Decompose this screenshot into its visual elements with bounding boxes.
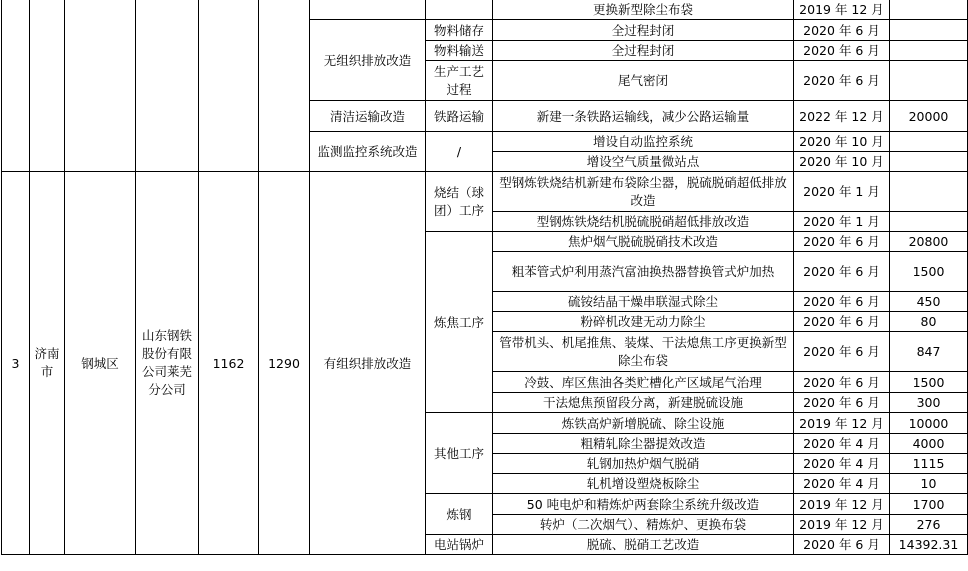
process-cell: / (426, 132, 493, 172)
category-cell (310, 0, 426, 20)
date-cell: 2019 年 12 月 (794, 515, 890, 535)
investment-cell: 847 (890, 332, 968, 372)
process-cell: 烧结（球团）工序 (426, 172, 493, 232)
category-cell: 有组织排放改造 (310, 172, 426, 555)
investment-cell: 4000 (890, 434, 968, 454)
process-cell: 铁路运输 (426, 101, 493, 132)
investment-cell: 14392.31 (890, 535, 968, 555)
table-row (2, 0, 968, 20)
process-cell: 电站锅炉 (426, 535, 493, 555)
date-cell: 2020 年 10 月 (794, 132, 890, 152)
investment-cell: 1500 (890, 372, 968, 393)
measure-cell: 脱硫、脱硝工艺改造 (493, 535, 794, 555)
date-cell: 2020 年 6 月 (794, 332, 890, 372)
measure-cell: 新建一条铁路运输线，减少公路运输量 (493, 101, 794, 132)
table-row (2, 172, 968, 212)
date-cell: 2020 年 1 月 (794, 212, 890, 232)
process-cell: 物料输送 (426, 41, 493, 61)
measure-cell: 冷鼓、库区焦油各类贮槽化产区域尾气治理 (493, 372, 794, 393)
measure-cell: 更换新型除尘布袋 (493, 0, 794, 20)
investment-cell: 20000 (890, 101, 968, 132)
date-cell: 2019 年 12 月 (794, 0, 890, 20)
investment-cell: 1700 (890, 494, 968, 515)
company-cell (136, 0, 199, 172)
measure-cell: 增设空气质量微站点 (493, 152, 794, 172)
investment-cell (890, 0, 968, 20)
seq-cell: 3 (2, 172, 30, 555)
investment-cell: 80 (890, 312, 968, 332)
district-cell: 钢城区 (65, 172, 136, 555)
value2-cell (259, 0, 310, 172)
measure-cell: 转炉（二次烟气）、精炼炉、更换布袋 (493, 515, 794, 535)
measure-cell: 粗苯管式炉利用蒸汽富油换热器替换管式炉加热 (493, 252, 794, 292)
date-cell: 2019 年 12 月 (794, 413, 890, 434)
city-cell: 济南市 (30, 172, 65, 555)
investment-cell: 276 (890, 515, 968, 535)
value2-cell: 1290 (259, 172, 310, 555)
process-cell: 生产工艺过程 (426, 61, 493, 101)
date-cell: 2020 年 6 月 (794, 393, 890, 413)
measure-cell: 轧机增设塑烧板除尘 (493, 474, 794, 494)
date-cell: 2020 年 6 月 (794, 61, 890, 101)
value1-cell: 1162 (199, 172, 259, 555)
date-cell: 2019 年 12 月 (794, 494, 890, 515)
emission-retrofit-table (1, 0, 968, 555)
date-cell: 2020 年 6 月 (794, 232, 890, 252)
category-cell: 无组织排放改造 (310, 20, 426, 101)
process-cell: 炼钢 (426, 494, 493, 535)
investment-cell: 300 (890, 393, 968, 413)
date-cell: 2020 年 6 月 (794, 292, 890, 312)
date-cell: 2020 年 10 月 (794, 152, 890, 172)
investment-cell: 1115 (890, 454, 968, 474)
category-cell: 清洁运输改造 (310, 101, 426, 132)
date-cell: 2020 年 4 月 (794, 434, 890, 454)
measure-cell: 全过程封闭 (493, 20, 794, 41)
investment-cell: 20800 (890, 232, 968, 252)
investment-cell: 450 (890, 292, 968, 312)
investment-cell: 1500 (890, 252, 968, 292)
date-cell: 2020 年 4 月 (794, 474, 890, 494)
measure-cell: 硫铵结晶干燥串联湿式除尘 (493, 292, 794, 312)
date-cell: 2022 年 12 月 (794, 101, 890, 132)
process-cell: 物料储存 (426, 20, 493, 41)
date-cell: 2020 年 6 月 (794, 312, 890, 332)
measure-cell: 管带机头、机尾推焦、装煤、干法熄焦工序更换新型除尘布袋 (493, 332, 794, 372)
measure-cell: 50 吨电炉和精炼炉两套除尘系统升级改造 (493, 494, 794, 515)
process-cell: 炼焦工序 (426, 232, 493, 413)
measure-cell: 尾气密闭 (493, 61, 794, 101)
investment-cell: 10000 (890, 413, 968, 434)
measure-cell: 粉碎机改建无动力除尘 (493, 312, 794, 332)
measure-cell: 炼铁高炉新增脱硫、除尘设施 (493, 413, 794, 434)
investment-cell (890, 20, 968, 41)
date-cell: 2020 年 6 月 (794, 20, 890, 41)
date-cell: 2020 年 6 月 (794, 41, 890, 61)
investment-cell (890, 61, 968, 101)
investment-cell (890, 172, 968, 212)
seq-cell (2, 0, 30, 172)
measure-cell: 增设自动监控系统 (493, 132, 794, 152)
investment-cell (890, 212, 968, 232)
city-cell (30, 0, 65, 172)
category-cell: 监测监控系统改造 (310, 132, 426, 172)
date-cell: 2020 年 6 月 (794, 535, 890, 555)
measure-cell: 型钢炼铁烧结机新建布袋除尘器，脱硫脱硝超低排放改造 (493, 172, 794, 212)
date-cell: 2020 年 4 月 (794, 454, 890, 474)
district-cell (65, 0, 136, 172)
investment-cell (890, 132, 968, 152)
investment-cell (890, 41, 968, 61)
measure-cell: 粗精轧除尘器提效改造 (493, 434, 794, 454)
investment-cell: 10 (890, 474, 968, 494)
process-cell (426, 0, 493, 20)
date-cell: 2020 年 6 月 (794, 372, 890, 393)
measure-cell: 型钢炼铁烧结机脱硫脱硝超低排放改造 (493, 212, 794, 232)
measure-cell: 轧钢加热炉烟气脱硝 (493, 454, 794, 474)
measure-cell: 干法熄焦预留段分离，新建脱硫设施 (493, 393, 794, 413)
measure-cell: 焦炉烟气脱硫脱硝技术改造 (493, 232, 794, 252)
measure-cell: 全过程封闭 (493, 41, 794, 61)
date-cell: 2020 年 1 月 (794, 172, 890, 212)
investment-cell (890, 152, 968, 172)
value1-cell (199, 0, 259, 172)
company-cell: 山东钢铁股份有限公司莱芜分公司 (136, 172, 199, 555)
date-cell: 2020 年 6 月 (794, 252, 890, 292)
process-cell: 其他工序 (426, 413, 493, 494)
